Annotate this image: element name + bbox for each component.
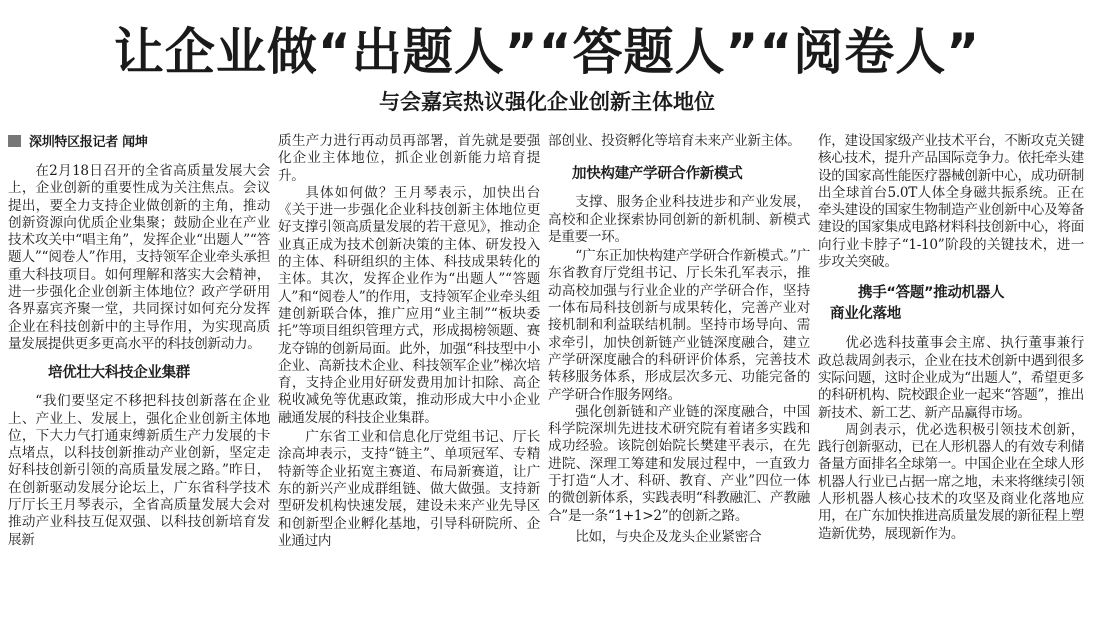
paragraph: 在2月18日召开的全省高质量发展大会上，企业创新的重要性成为关注焦点。会议提出，要全力支持企业做创新的主角，推动创新资源向优质企业集聚；鼓励企业在产业技术攻关中“唱主角”，发挥企业“出题人”“答题人”“阅卷人”作用，支持领军企业牵头承担重大科技项目。如何理解和落实大会精神，进一步强化企业创新主体地位？政产学研用各界嘉宾齐聚一堂，共同探讨如何充分发挥企业在科技创新中的主导作用，为实现高质量发展提供更多更高水平的科技创新动力。 [8, 163, 270, 352]
byline-square-icon [8, 135, 21, 147]
paragraph: 作，建设国家级产业技术平台，不断攻克关键核心技术，提升产品国际竞争力。依托牵头建设的国家高性能医疗器械创新中心，成功研制出全球首台5.0T人体全身磁共振系统。正在牵头建设的国家生物制造产业创新中心及筹备建设的国家集成电路材料科技创新中心，将面向行业卡脖子“1-10”阶段的关键技术，进一步攻关突破。 [818, 133, 1084, 271]
column-3 [548, 133, 810, 546]
paragraph: 周剑表示，优必选积极引领技术创新，践行创新驱动，已在人形机器人的有效专利储备量方面排名全球第一。中国企业在全球人形机器人行业已占据一席之地，未来将继续引领人形机器人核心技术的攻坚及商业化落地应用，在广东加快推进高质量发展的新征程上塑造新优势，展现新作为。 [818, 421, 1084, 542]
section-heading-line-2: 商业化落地 [830, 306, 901, 323]
paragraph: 广东省工业和信息化厅党组书记、厅长涂高坤表示，支持“链主”、单项冠军、专精特新等企业拓宽主赛道、布局新赛道，让广东的新兴产业成群组链、做大做强。支持新型研发机构快速发展，建设未来产业先导区和创新型企业孵化基地，引导科研院所、企业通过内 [278, 429, 540, 549]
subheadline: 与会嘉宾热议强化企业创新主体地位 [379, 90, 715, 114]
headline: 让企业做“出题人”“答题人”“阅卷人” [113, 23, 981, 81]
column-1 [8, 133, 270, 549]
paragraph: 质生产力进行再动员再部署，首先就是要强化企业主体地位，抓企业创新能力培育提升。 [278, 133, 540, 184]
section-heading-line-1: 携手“答题”推动机器人 [858, 285, 1005, 302]
paragraph: 强化创新链和产业链的深度融合，中国科学院深圳先进技术研究院有着诸多实践和成功经验。该院创始院长樊建平表示，在先进院、深理工筹建和发展过程中，一直致力于打造“人才、科研、教育、产业”四位一体的微创新体系，实践表明“科教融汇、产教融合”是一条“1+1>2”的创新之路。 [548, 403, 810, 524]
paragraph: 支撑、服务企业科技进步和产业发展，高校和企业探索协同创新的新机制、新模式是重要一环。 [548, 194, 810, 245]
paragraph: 优必选科技董事会主席、执行董事兼行政总裁周剑表示，企业在技术创新中遇到很多实际问题，这时企业成为“出题人”，希望更多的科研机构、院校跟企业一起来“答题”，推出新技术、新工艺、新产品赢得市场。 [818, 335, 1084, 421]
section-heading [818, 283, 1084, 325]
section-heading: 培优壮大科技企业集群 [48, 365, 190, 382]
paragraph: 部创业、投资孵化等培育未来产业新主体。 [548, 133, 801, 149]
paragraph: “我们要坚定不移把科技创新落在企业上、产业上、发展上，强化企业创新主体地位，下大力气打通束缚新质生产力发展的卡点堵点，以科技创新推动产业创新，坚定走好科技创新引领的高质量发展之路。”昨日，在创新驱动发展分论坛上，广东省科学技术厅厅长王月琴表示，全省高质量发展大会对推动产业科技互促双强、以科技创新培育发展新 [8, 393, 270, 548]
section-heading: 加快构建产学研合作新模式 [572, 166, 743, 183]
byline-text: 深圳特区报记者 闻坤 [29, 135, 148, 150]
paragraph: 具体如何做？王月琴表示，加快出台《关于进一步强化企业科技创新主体地位更好支撑引领高质量发展的若干意见》，推动企业真正成为技术创新决策的主体、研发投入的主体、科研组织的主体、科技成果转化的主体。其次，发挥企业作为“出题人”“答题人”和“阅卷人”的作用，支持领军企业牵头组建创新联合体，推广应用“业主制”“板块委托”等项目组织管理方式，形成揭榜领题、赛龙夺锦的创新局面。此外，加强“科技型中小企业、高新技术企业、科技领军企业”梯次培育，支持企业用好研发费用加计扣除、高企税收减免等优惠政策，推动形成大中小企业融通发展的科技企业集群。 [278, 184, 540, 426]
column-4 [818, 133, 1084, 543]
paragraph: 比如，与央企及龙头企业紧密合 [575, 528, 762, 545]
byline [8, 133, 270, 153]
paragraph: “广东正加快构建产学研合作新模式。”广东省教育厅党组书记、厅长朱孔军表示，推动高校加强与行业企业的产学研合作，坚持一体布局科技创新与成果转化，完善产业对接机制和利益联结机制。坚持市场导向、需求牵引，加快创新链产业链深度融合，建立产学研深度融合的科研评价体系，完善技术转移服务体系，形成层次多元、功能完备的产学研合作服务网络。 [548, 248, 810, 403]
column-2 [278, 133, 540, 550]
